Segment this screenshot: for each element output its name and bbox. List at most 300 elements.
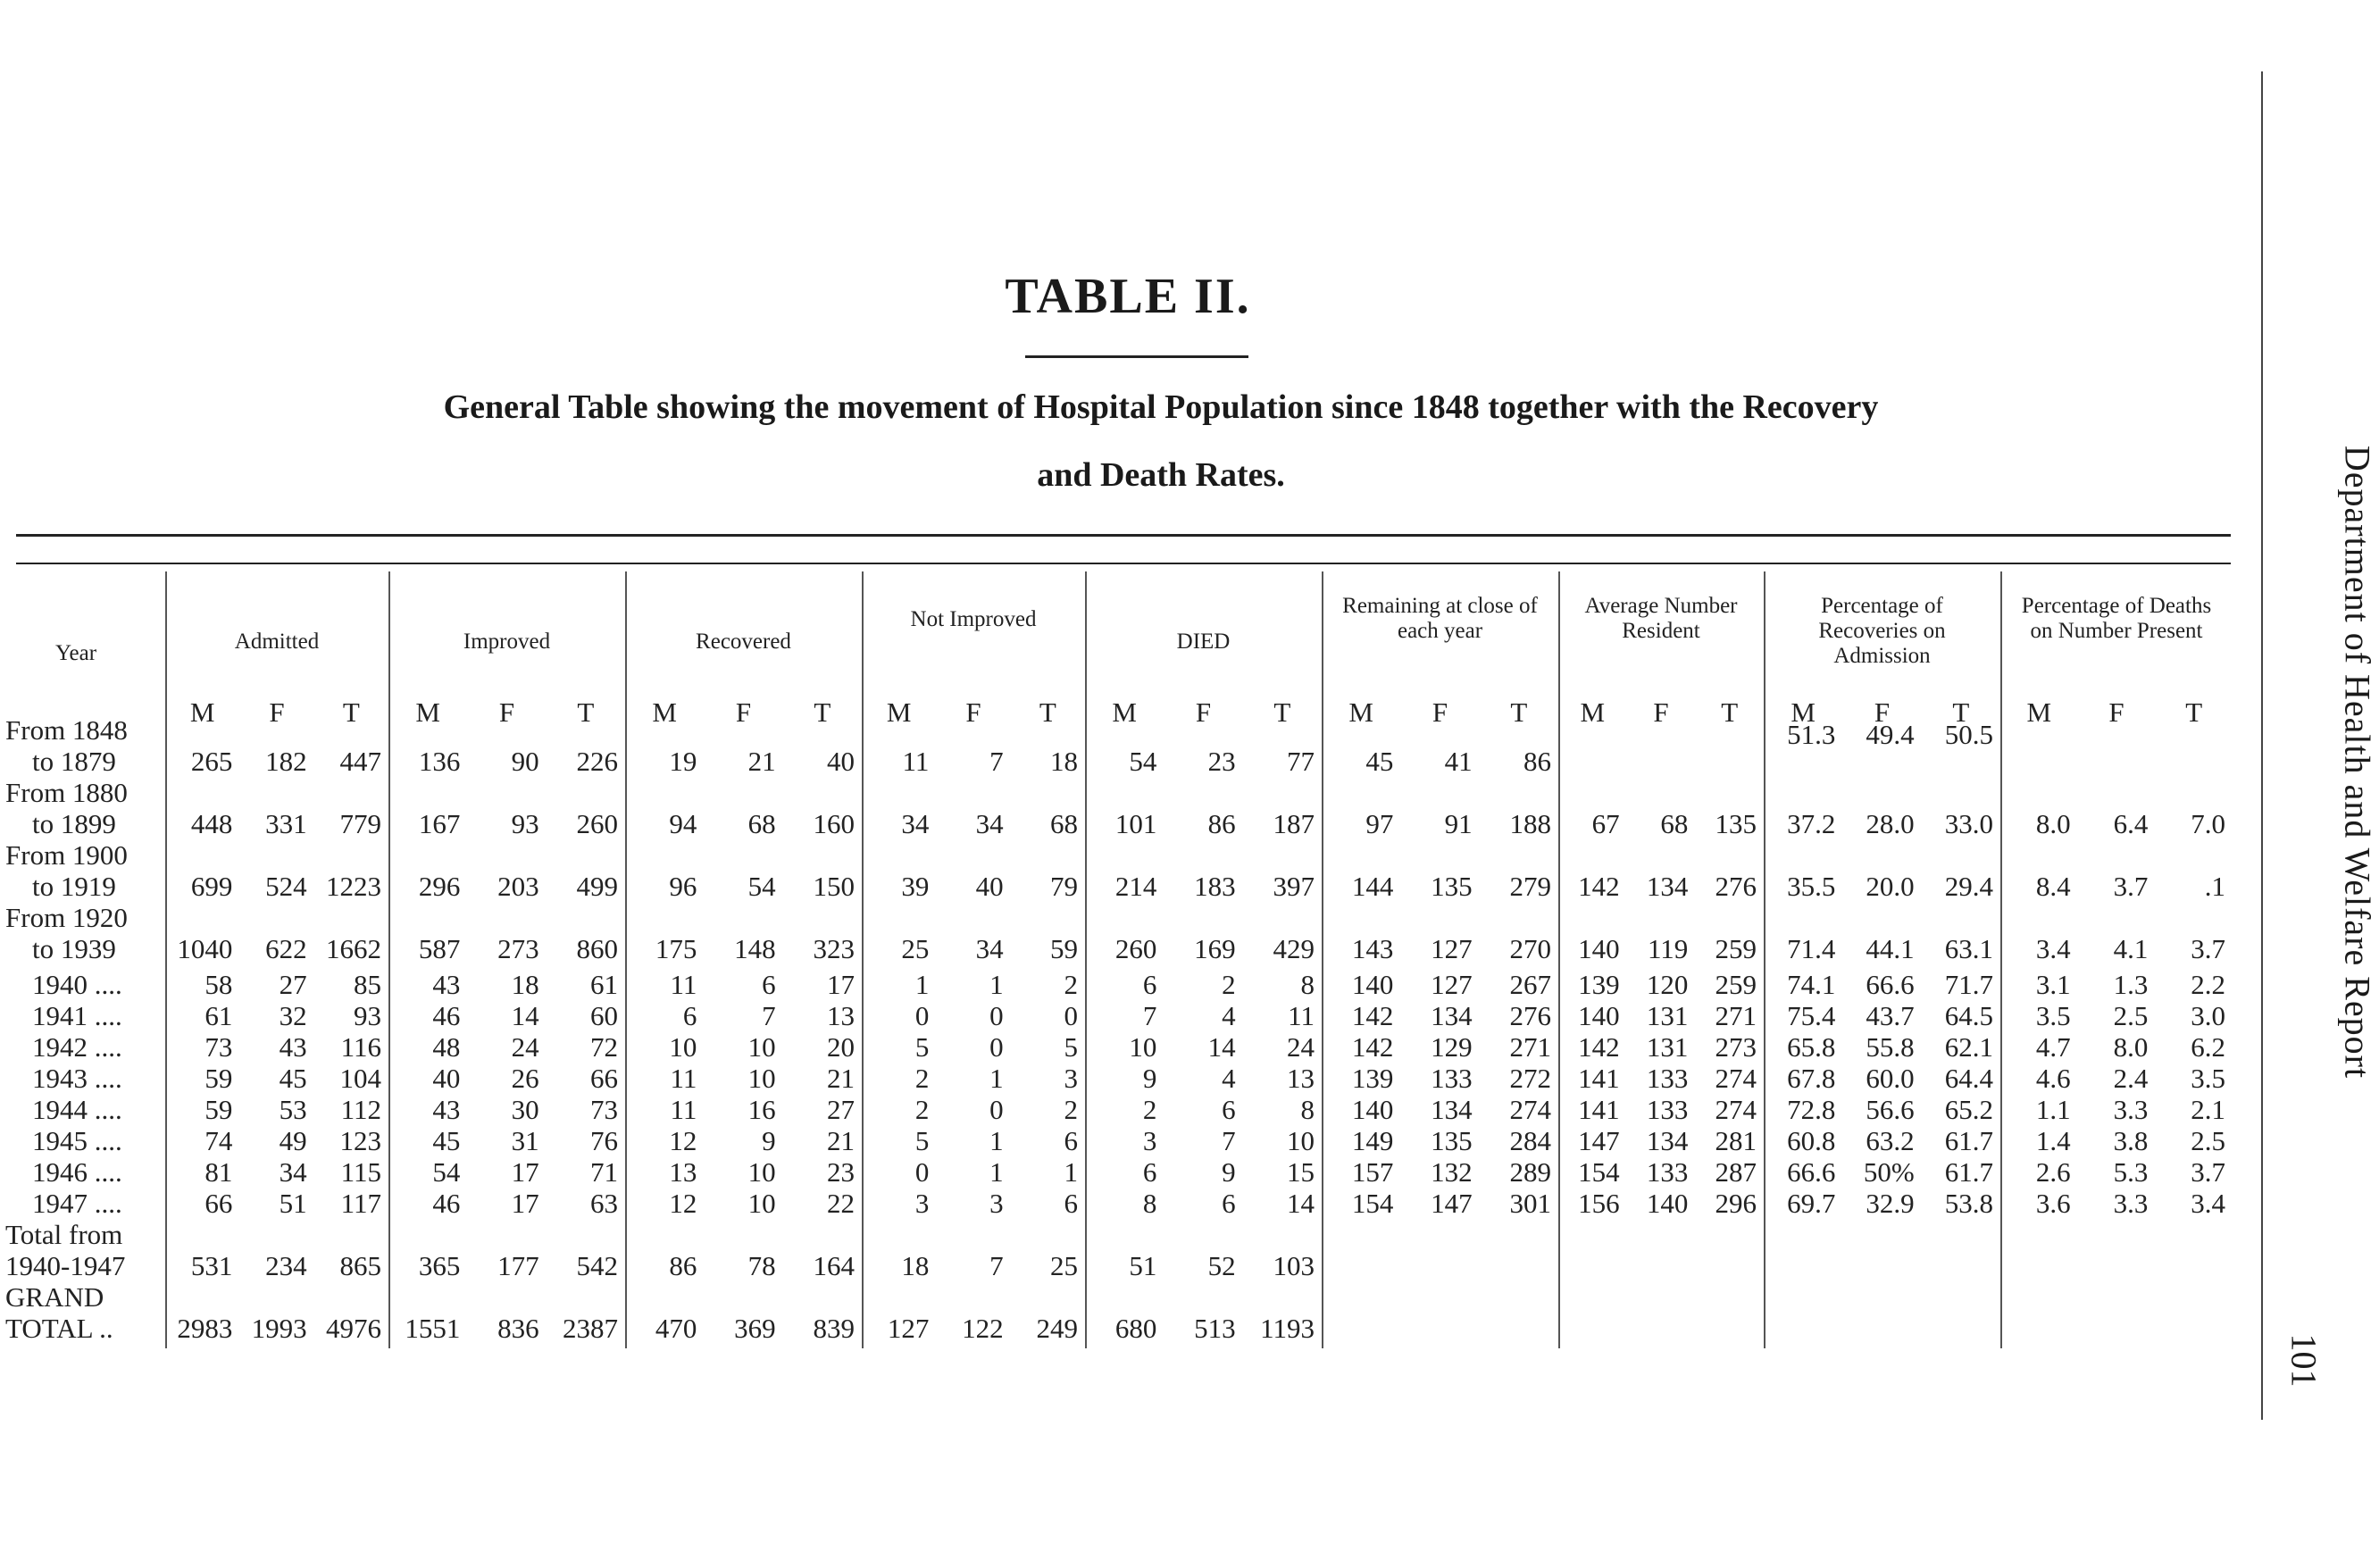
table-cell: 55.8 [1866, 1031, 1915, 1063]
table-cell: 140 [1351, 1094, 1394, 1125]
table-cell: 2.2 [2191, 969, 2225, 1000]
table-cell: 12 [669, 1125, 697, 1156]
table-cell: 8.4 [2035, 871, 2071, 902]
table-cell: 2.5 [2113, 1000, 2149, 1031]
table-cell: 274 [1715, 1063, 1757, 1094]
table-cell: 58 [205, 969, 233, 1000]
row-year-label: 1941 .... [32, 1000, 122, 1031]
table-cell: 279 [1509, 871, 1551, 902]
table-cell: 78 [747, 1250, 776, 1281]
table-cell: 140 [1646, 1188, 1689, 1219]
table-cell: 234 [265, 1250, 307, 1281]
table-cell: 0 [989, 1031, 1004, 1063]
table-cell: 40 [432, 1063, 461, 1094]
table-cell: 9 [762, 1125, 776, 1156]
table-cell: 34 [901, 808, 930, 839]
table-cell: 0 [1064, 1000, 1078, 1031]
table-cell: 188 [1509, 808, 1551, 839]
table-cell: 66 [589, 1063, 618, 1094]
table-cell: 284 [1509, 1125, 1551, 1156]
table-cell: 133 [1646, 1156, 1689, 1188]
table-cell: 139 [1578, 969, 1620, 1000]
table-cell: 21 [826, 1125, 855, 1156]
table-cell: 112 [340, 1094, 381, 1125]
subheader: F [965, 696, 981, 728]
table-cell: 513 [1194, 1313, 1236, 1344]
table-cell: 3.5 [2191, 1063, 2225, 1094]
table-cell: 779 [339, 808, 381, 839]
table-cell: 29.4 [1944, 871, 1993, 902]
table-cell: 50.5 [1944, 719, 1993, 750]
table-cell: 272 [1509, 1063, 1551, 1094]
table-cell: 90 [511, 746, 539, 777]
table-cell: 62.1 [1944, 1031, 1993, 1063]
table-cell: 15 [1286, 1156, 1315, 1188]
table-cell: 6 [682, 1000, 697, 1031]
table-cell: 4 [1222, 1000, 1236, 1031]
table-cell: 60.8 [1787, 1125, 1836, 1156]
subheader: M [2026, 696, 2052, 728]
table-cell: 699 [190, 871, 233, 902]
table-cell: 134 [1431, 1094, 1473, 1125]
table-cell: 7 [989, 746, 1004, 777]
table-cell: 20.0 [1866, 871, 1915, 902]
table-cell: 860 [576, 933, 618, 964]
row-year-label: GRAND [5, 1281, 104, 1313]
table-cell: 22 [826, 1188, 855, 1219]
table-cell: 37.2 [1787, 808, 1836, 839]
table-cell: 85 [353, 969, 381, 1000]
table-cell: 273 [497, 933, 539, 964]
table-cell: 68 [1049, 808, 1078, 839]
subheader: M [1580, 696, 1606, 728]
table-cell: 142 [1578, 871, 1620, 902]
table-cell: 4 [1222, 1063, 1236, 1094]
table-cell: 144 [1351, 871, 1394, 902]
table-cell: 142 [1578, 1031, 1620, 1063]
table-cell: 4.6 [2035, 1063, 2071, 1094]
table-cell: 203 [497, 871, 539, 902]
table-cell: 1993 [251, 1313, 307, 1344]
table-cell: 72.8 [1787, 1094, 1836, 1125]
subheader: F [2108, 696, 2124, 728]
row-year-label: From 1900 [5, 839, 128, 871]
table-cell: 75.4 [1787, 1000, 1836, 1031]
table-cell: 59 [1049, 933, 1078, 964]
table-cell: 141 [1578, 1094, 1620, 1125]
table-cell: 214 [1114, 871, 1157, 902]
table-subtitle [223, 373, 2099, 509]
header-group: Percentage of Recoveries on Admission [1818, 594, 1946, 668]
table-cell: 276 [1715, 871, 1757, 902]
table-cell: 56.6 [1866, 1094, 1915, 1125]
table-cell: 397 [1273, 871, 1315, 902]
subheader: M [415, 696, 440, 728]
table-cell: 14 [1207, 1031, 1236, 1063]
table-cell: 65.2 [1944, 1094, 1993, 1125]
table-cell: 281 [1715, 1125, 1757, 1156]
table-cell: 12 [669, 1188, 697, 1219]
table-cell: 103 [1273, 1250, 1315, 1281]
table-cell: 270 [1509, 933, 1551, 964]
table-cell: 93 [353, 1000, 381, 1031]
table-cell: 3.8 [2113, 1125, 2149, 1156]
table-cell: 6 [1142, 969, 1157, 1000]
table-cell: 61 [205, 1000, 233, 1031]
table-cell: 13 [826, 1000, 855, 1031]
table-cell: 30 [511, 1094, 539, 1125]
table-cell: 133 [1646, 1063, 1689, 1094]
table-cell: 60.0 [1866, 1063, 1915, 1094]
table-cell: 11 [670, 1063, 697, 1094]
table-cell: 50% [1863, 1156, 1915, 1188]
subheader: T [2185, 696, 2203, 728]
table-cell: 0 [914, 1156, 930, 1188]
table-cell: 448 [190, 808, 233, 839]
table-cell: 64.5 [1944, 1000, 1993, 1031]
table-cell: 2983 [177, 1313, 233, 1344]
table-cell: 2 [914, 1094, 930, 1125]
table-cell: 265 [190, 746, 233, 777]
table-cell: 86 [669, 1250, 697, 1281]
table-cell: 273 [1715, 1031, 1757, 1063]
row-year-label: Total from [5, 1219, 123, 1250]
subheader: T [1273, 696, 1291, 728]
table-cell: 1040 [177, 933, 233, 964]
table-cell: 365 [418, 1250, 461, 1281]
page-number [2268, 1333, 2340, 1411]
table-cell: 7 [1142, 1000, 1157, 1031]
table-cell: 34 [975, 933, 1004, 964]
table-cell: 3.0 [2191, 1000, 2225, 1031]
table-cell: 141 [1578, 1063, 1620, 1094]
table-cell: 132 [1431, 1156, 1473, 1188]
table-cell: 134 [1646, 1125, 1689, 1156]
table-cell: 93 [511, 808, 539, 839]
table-cell: 54 [432, 1156, 461, 1188]
subheader: T [1510, 696, 1528, 728]
subheader: F [1432, 696, 1448, 728]
table-cell: 51 [1129, 1250, 1157, 1281]
table-cell: 150 [813, 871, 855, 902]
table-cell: 140 [1578, 1000, 1620, 1031]
table-cell: 7 [989, 1250, 1004, 1281]
table-cell: 66.6 [1787, 1156, 1836, 1188]
table-cell: 154 [1578, 1156, 1620, 1188]
table-cell: 3 [1142, 1125, 1157, 1156]
top-rule [16, 534, 2231, 537]
row-year-label: 1940-1947 [5, 1250, 126, 1281]
table-cell: 11 [670, 969, 697, 1000]
table-cell: 18 [1049, 746, 1078, 777]
table-cell: 68 [1660, 808, 1689, 839]
subheader: M [1791, 696, 1816, 728]
table-cell: 1662 [325, 933, 381, 964]
table-cell: 7 [1222, 1125, 1236, 1156]
subheader: M [652, 696, 677, 728]
subheader: F [1874, 696, 1891, 728]
row-year-label: to 1899 [32, 808, 116, 839]
table-cell: 271 [1509, 1031, 1551, 1063]
table-cell: 91 [1444, 808, 1473, 839]
table-cell: 61.7 [1944, 1156, 1993, 1188]
table-cell: 77 [1286, 746, 1315, 777]
table-cell: 39 [901, 871, 930, 902]
row-year-label: 1947 .... [32, 1188, 122, 1219]
table-cell: 157 [1351, 1156, 1394, 1188]
subheader: T [342, 696, 360, 728]
table-cell: 25 [901, 933, 930, 964]
subheader: F [498, 696, 515, 728]
table-cell: 8.0 [2035, 808, 2071, 839]
header-group: Percentage of Deaths on Number Present [2021, 594, 2212, 643]
table-cell: 1 [914, 969, 930, 1000]
table-cell: 6 [762, 969, 776, 1000]
table-cell: 2 [1064, 969, 1078, 1000]
table-cell: 301 [1509, 1188, 1551, 1219]
table-cell: 142 [1351, 1031, 1394, 1063]
table-cell: 10 [747, 1063, 776, 1094]
table-cell: 6 [1142, 1156, 1157, 1188]
table-cell: 79 [1049, 871, 1078, 902]
table-cell: 135 [1715, 808, 1757, 839]
table-cell: 26 [511, 1063, 539, 1094]
table-cell: 71.4 [1787, 933, 1836, 964]
table-cell: 2 [1222, 969, 1236, 1000]
table-cell: 23 [826, 1156, 855, 1188]
table-cell: 73 [205, 1031, 233, 1063]
table-cell: 86 [1207, 808, 1236, 839]
subheader: F [269, 696, 285, 728]
table-cell: 25 [1049, 1250, 1078, 1281]
table-cell: 149 [1351, 1125, 1394, 1156]
table-cell: 104 [339, 1063, 381, 1094]
subheader: F [1195, 696, 1212, 728]
table-cell: 35.5 [1787, 871, 1836, 902]
page-number-text: 101 [2283, 1333, 2325, 1388]
subheader: F [1653, 696, 1669, 728]
table-cell: 260 [576, 808, 618, 839]
table-cell: 147 [1578, 1125, 1620, 1156]
subheader: T [577, 696, 595, 728]
table-cell: 323 [813, 933, 855, 964]
table-cell: 369 [734, 1313, 776, 1344]
table-cell: 0 [989, 1094, 1004, 1125]
table-cell: 3 [914, 1188, 930, 1219]
table-cell: 66.6 [1866, 969, 1915, 1000]
table-cell: 177 [497, 1250, 539, 1281]
table-cell: 226 [576, 746, 618, 777]
table-cell: 587 [418, 933, 461, 964]
table-cell: 86 [1523, 746, 1551, 777]
table-cell: 11 [1288, 1000, 1315, 1031]
table-cell: 51.3 [1787, 719, 1836, 750]
table-cell: 31 [511, 1125, 539, 1156]
table-cell: 41 [1444, 746, 1473, 777]
table-cell: 6.2 [2191, 1031, 2225, 1063]
table-cell: 3 [1064, 1063, 1078, 1094]
table-cell: 129 [1431, 1031, 1473, 1063]
table-cell: 43 [432, 1094, 461, 1125]
table-cell: 64.4 [1944, 1063, 1993, 1094]
table-cell: 96 [669, 871, 697, 902]
table-cell: 429 [1273, 933, 1315, 964]
table-cell: 140 [1578, 933, 1620, 964]
table-cell: 33.0 [1944, 808, 1993, 839]
table-cell: 45 [279, 1063, 307, 1094]
table-cell: 20 [826, 1031, 855, 1063]
table-cell: 49 [279, 1125, 307, 1156]
table-cell: 44.1 [1866, 933, 1915, 964]
table-cell: 167 [418, 808, 461, 839]
table-cell: 19 [669, 746, 697, 777]
table-cell: 74 [205, 1125, 233, 1156]
table-cell: 43 [432, 969, 461, 1000]
table-cell: 21 [826, 1063, 855, 1094]
table-cell: 182 [265, 746, 307, 777]
table-cell: 8 [1300, 1094, 1315, 1125]
table-cell: 59 [205, 1063, 233, 1094]
table-cell: 16 [747, 1094, 776, 1125]
table-cell: 296 [418, 871, 461, 902]
table-cell: 1 [989, 1156, 1004, 1188]
table-cell: 14 [1286, 1188, 1315, 1219]
table-cell: 17 [511, 1188, 539, 1219]
table-cell: 17 [826, 969, 855, 1000]
table-cell: 45 [1365, 746, 1394, 777]
table-cell: 4976 [325, 1313, 381, 1344]
header-group: Recovered [696, 630, 791, 654]
table-cell: 5.3 [2113, 1156, 2149, 1188]
row-year-label: to 1919 [32, 871, 116, 902]
table-cell: 76 [589, 1125, 618, 1156]
table-cell: 10 [1286, 1125, 1315, 1156]
table-cell: 1.1 [2035, 1094, 2071, 1125]
table-cell: 1 [989, 1063, 1004, 1094]
table-cell: 54 [747, 871, 776, 902]
table-cell: 136 [418, 746, 461, 777]
table-cell: 49.4 [1866, 719, 1915, 750]
table-cell: 63.1 [1944, 933, 1993, 964]
table-cell: 24 [511, 1031, 539, 1063]
table-cell: 34 [975, 808, 1004, 839]
table-cell: 4.7 [2035, 1031, 2071, 1063]
table-cell: 2 [1142, 1094, 1157, 1125]
table-cell: .1 [2204, 871, 2225, 902]
table-cell: 531 [190, 1250, 233, 1281]
table-cell: 101 [1114, 808, 1157, 839]
table-cell: 4.1 [2113, 933, 2149, 964]
subheader: T [1952, 696, 1970, 728]
table-cell: 6 [1222, 1188, 1236, 1219]
table-cell: 3.4 [2035, 933, 2071, 964]
table-cell: 160 [813, 808, 855, 839]
table-cell: 3.7 [2191, 1156, 2225, 1188]
table-cell: 2.1 [2191, 1094, 2225, 1125]
table-cell: 134 [1431, 1000, 1473, 1031]
table-cell: 52 [1207, 1250, 1236, 1281]
table-cell: 836 [497, 1313, 539, 1344]
header-group: Admitted [234, 630, 320, 654]
table-cell: 839 [813, 1313, 855, 1344]
table-cell: 63.2 [1866, 1125, 1915, 1156]
table-cell: 622 [265, 933, 307, 964]
table-cell: 260 [1114, 933, 1157, 964]
table-cell: 10 [747, 1188, 776, 1219]
table-cell: 45 [432, 1125, 461, 1156]
table-cell: 524 [265, 871, 307, 902]
subheader: M [1348, 696, 1373, 728]
table-cell: 43 [279, 1031, 307, 1063]
header-group: DIED [1176, 630, 1231, 654]
table-cell: 123 [339, 1125, 381, 1156]
table-cell: 71.7 [1944, 969, 1993, 1000]
table-cell: 169 [1194, 933, 1236, 964]
table-cell: 287 [1715, 1156, 1757, 1188]
table-cell: 447 [339, 746, 381, 777]
row-year-label: 1945 .... [32, 1125, 122, 1156]
subheader: M [189, 696, 215, 728]
table-cell: 10 [747, 1031, 776, 1063]
table-cell: 1 [989, 1125, 1004, 1156]
table-cell: 59 [205, 1094, 233, 1125]
table-cell: 94 [669, 808, 697, 839]
table-cell: 9 [1222, 1156, 1236, 1188]
table-cell: 3.4 [2191, 1188, 2225, 1219]
table-cell: 2.5 [2191, 1125, 2225, 1156]
row-year-label: 1940 .... [32, 969, 122, 1000]
table-cell: 9 [1142, 1063, 1157, 1094]
table-cell: 0 [914, 1000, 930, 1031]
table-cell: 8 [1142, 1188, 1157, 1219]
table-cell: 133 [1646, 1094, 1689, 1125]
table-cell: 865 [339, 1250, 381, 1281]
table-cell: 1 [1064, 1156, 1078, 1188]
table-cell: 10 [1129, 1031, 1157, 1063]
table-cell: 2 [914, 1063, 930, 1094]
table-cell: 46 [432, 1188, 461, 1219]
row-year-label: 1944 .... [32, 1094, 122, 1125]
table-cell: 259 [1715, 933, 1757, 964]
table-cell: 142 [1351, 1000, 1394, 1031]
table-cell: 6 [1064, 1188, 1078, 1219]
table-cell: 8.0 [2113, 1031, 2149, 1063]
table-cell: 249 [1036, 1313, 1078, 1344]
table-cell: 81 [205, 1156, 233, 1188]
table-cell: 135 [1431, 1125, 1473, 1156]
table-cell: 2387 [562, 1313, 618, 1344]
table-cell: 13 [1286, 1063, 1315, 1094]
table-cell: 175 [655, 933, 697, 964]
table-cell: 3.7 [2113, 871, 2149, 902]
table-cell: 1 [989, 969, 1004, 1000]
table-cell: 470 [655, 1313, 697, 1344]
table-cell: 274 [1509, 1094, 1551, 1125]
table-cell: 135 [1431, 871, 1473, 902]
row-year-label: From 1848 [5, 714, 128, 746]
table-cell: 6 [1064, 1125, 1078, 1156]
table-cell: 8 [1300, 969, 1315, 1000]
table-cell: 3.7 [2191, 933, 2225, 964]
table-cell: 1223 [325, 871, 381, 902]
table-cell: 97 [1365, 808, 1394, 839]
table-cell: 34 [279, 1156, 307, 1188]
table-cell: 67 [1591, 808, 1620, 839]
table-cell: 296 [1715, 1188, 1757, 1219]
subheader: T [1039, 696, 1056, 728]
table-cell: 289 [1509, 1156, 1551, 1188]
table-cell: 154 [1351, 1188, 1394, 1219]
